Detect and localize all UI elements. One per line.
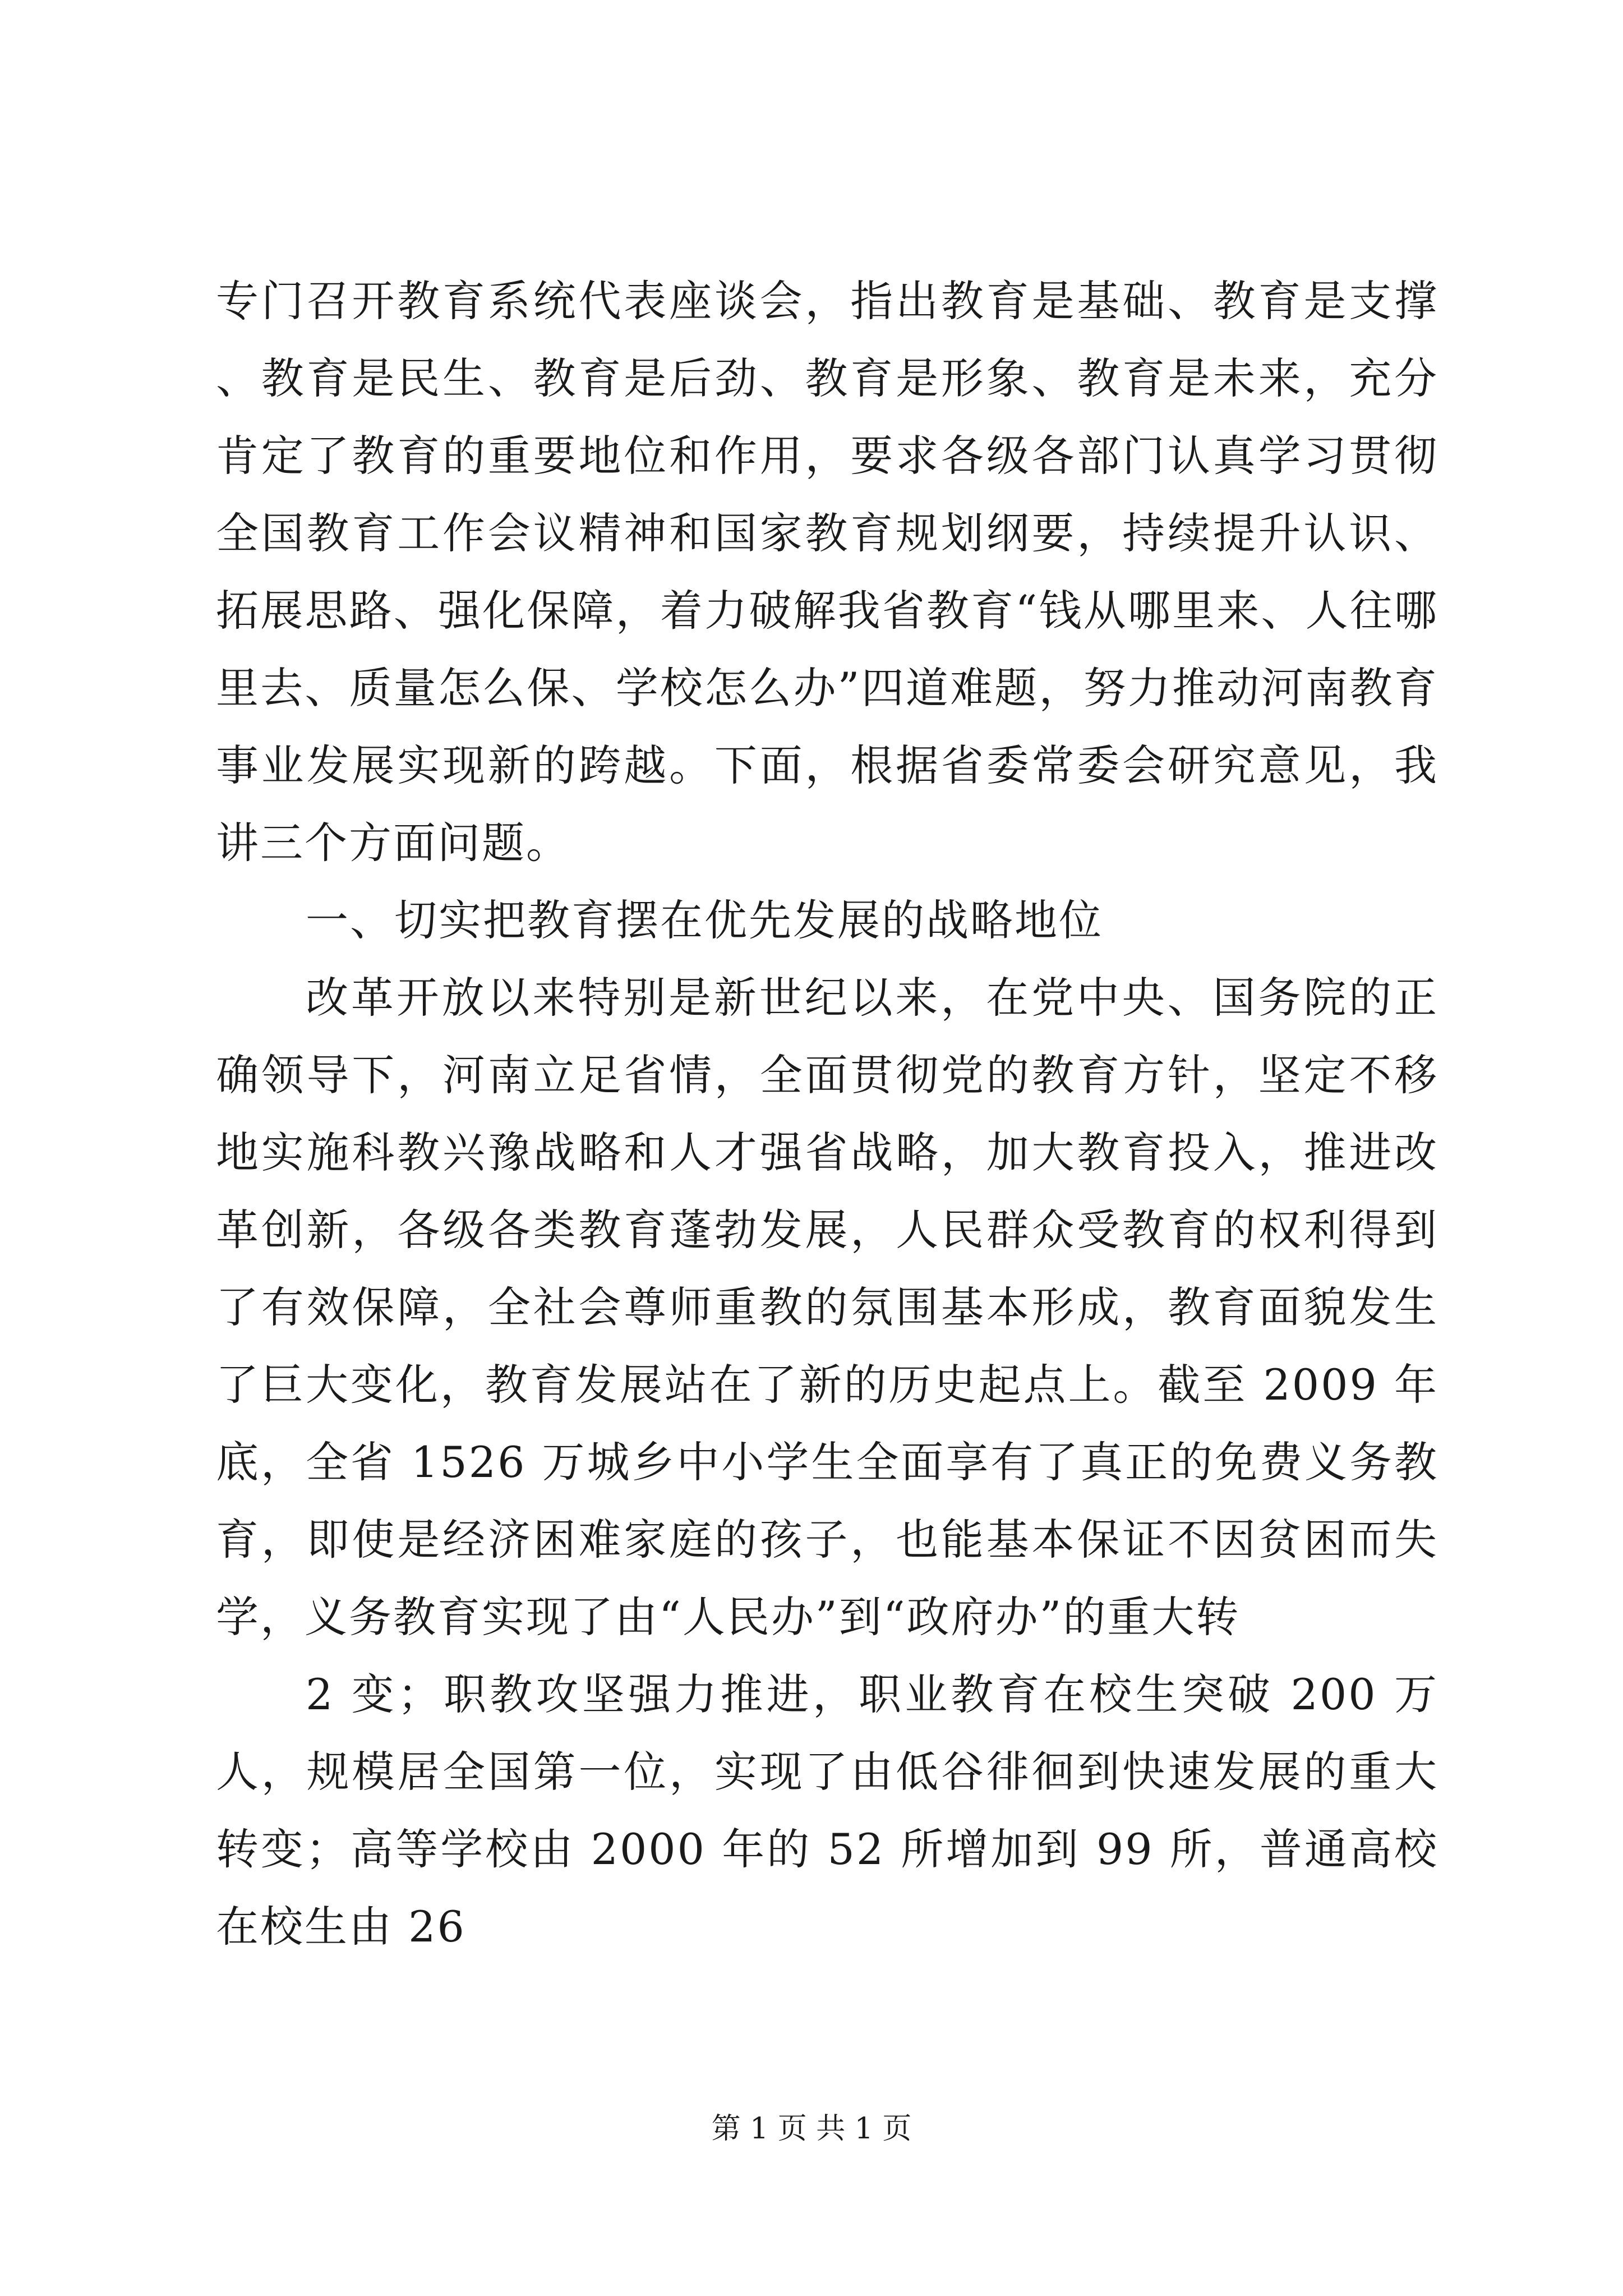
page-footer: 第 1 页 共 1 页 (711, 2112, 912, 2146)
paragraph-continuation: 2 变；职教攻坚强力推进，职业教育在校生突破 200 万人，规模居全国第一位，实现了由低谷徘徊到快速发展的重大转变；高等学校由 2000 年的 52 所增加到 99 所，普通高校在校生由 26 (216, 1669, 1438, 1952)
paragraph-achievements: 改革开放以来特别是新世纪以来，在党中央、国务院的正确领导下，河南立足省情，全面贯彻党的教育方针，坚定不移地实施科教兴豫战略和人才强省战略，加大教育投入，推进改革创新，各级各类教育蓬勃发展，人民群众受教育的权利得到了有效保障，全社会尊师重教的氛围基本形成，教育面貌发生了巨大变化，教育发展站在了新的历史起点上。截至 2009 年底，全省 1526 万城乡中小学生全面享有了真正的免费义务教育，即使是经济困难家庭的孩子，也能基本保证不因贫困而失学，义务教育实现了由“人民办”到“政府办”的重大转 (216, 973, 1438, 1642)
paragraph-intro: 专门召开教育系统代表座谈会，指出教育是基础、教育是支撑、教育是民生、教育是后劲、教育是形象、教育是未来，充分肯定了教育的重要地位和作用，要求各级各部门认真学习贯彻全国教育工作会议精神和国家教育规划纲要，持续提升认识、拓展思路、强化保障，着力破解我省教育“钱从哪里来、人往哪里去、质量怎么保、学校怎么办”四道难题，努力推动河南教育事业发展实现新的跨越。下面，根据省委常委会研究意见，我讲三个方面问题。 (216, 276, 1438, 868)
section-heading: 一、切实把教育摆在优先发展的战略地位 (306, 895, 1103, 945)
document-body (216, 263, 1438, 1966)
